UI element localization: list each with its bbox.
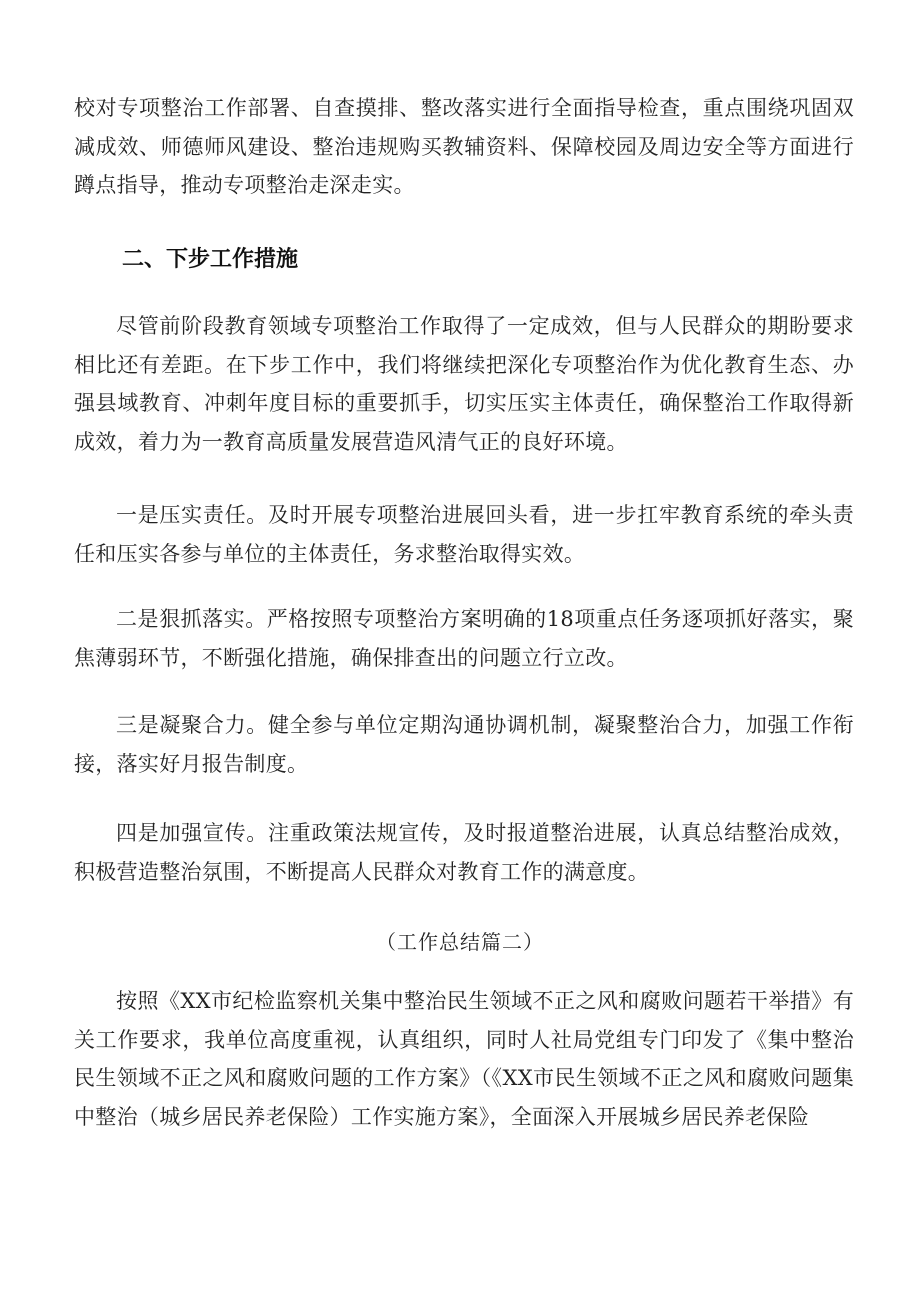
paragraph-measure-3: 三是凝聚合力。健全参与单位定期沟通协调机制，凝聚整治合力，加强工作衔接，落实好月报告制度。 <box>74 713 854 776</box>
paragraph-continuation: 校对专项整治工作部署、自查摸排、整改落实进行全面指导检查，重点围绕巩固双减成效、师德师风建设、整治违规购买教辅资料、保障校园及周边安全等方面进行蹲点指导，推动专项整治走深走实。 <box>74 96 854 197</box>
paragraph-measure-1: 一是压实责任。及时开展专项整治进展回头看，进一步扛牢教育系统的牵头责任和压实各参与单位的主体责任，务求整治取得实效。 <box>74 503 854 566</box>
paragraph-intro: 尽管前阶段教育领域专项整治工作取得了一定成效，但与人民群众的期盼要求相比还有差距。在下步工作中，我们将继续把深化专项整治作为优化教育生态、办强县域教育、冲刺年度目标的重要抓手，切实压实主体责任，确保整治工作取得新成效，着力为一教育高质量发展营造风清气正的良好环境。 <box>74 314 854 454</box>
paragraph-measure-4: 四是加强宣传。注重政策法规宣传，及时报道整治进展，认真总结整治成效，积极营造整治氛围，不断提高人民群众对教育工作的满意度。 <box>74 821 854 884</box>
paragraph-measure-2: 二是狠抓落实。严格按照专项整治方案明确的18项重点任务逐项抓好落实，聚焦薄弱环节，不断强化措施，确保排查出的问题立行立改。 <box>74 607 854 670</box>
paragraph-report-two: 按照《XX市纪检监察机关集中整治民生领域不正之风和腐败问题若干举措》有关工作要求，我单位高度重视，认真组织，同时人社局党组专门印发了《集中整治民生领域不正之风和腐败问题的工作方案》（《XX市民生领域不正之风和腐败问题集中整治（城乡居民养老保险）工作实施方案》，全面深入开展城乡居民养老保险 <box>74 989 854 1129</box>
section-subtitle: （工作总结篇二） <box>376 930 544 954</box>
section-heading: 二、下步工作措施 <box>122 247 299 272</box>
